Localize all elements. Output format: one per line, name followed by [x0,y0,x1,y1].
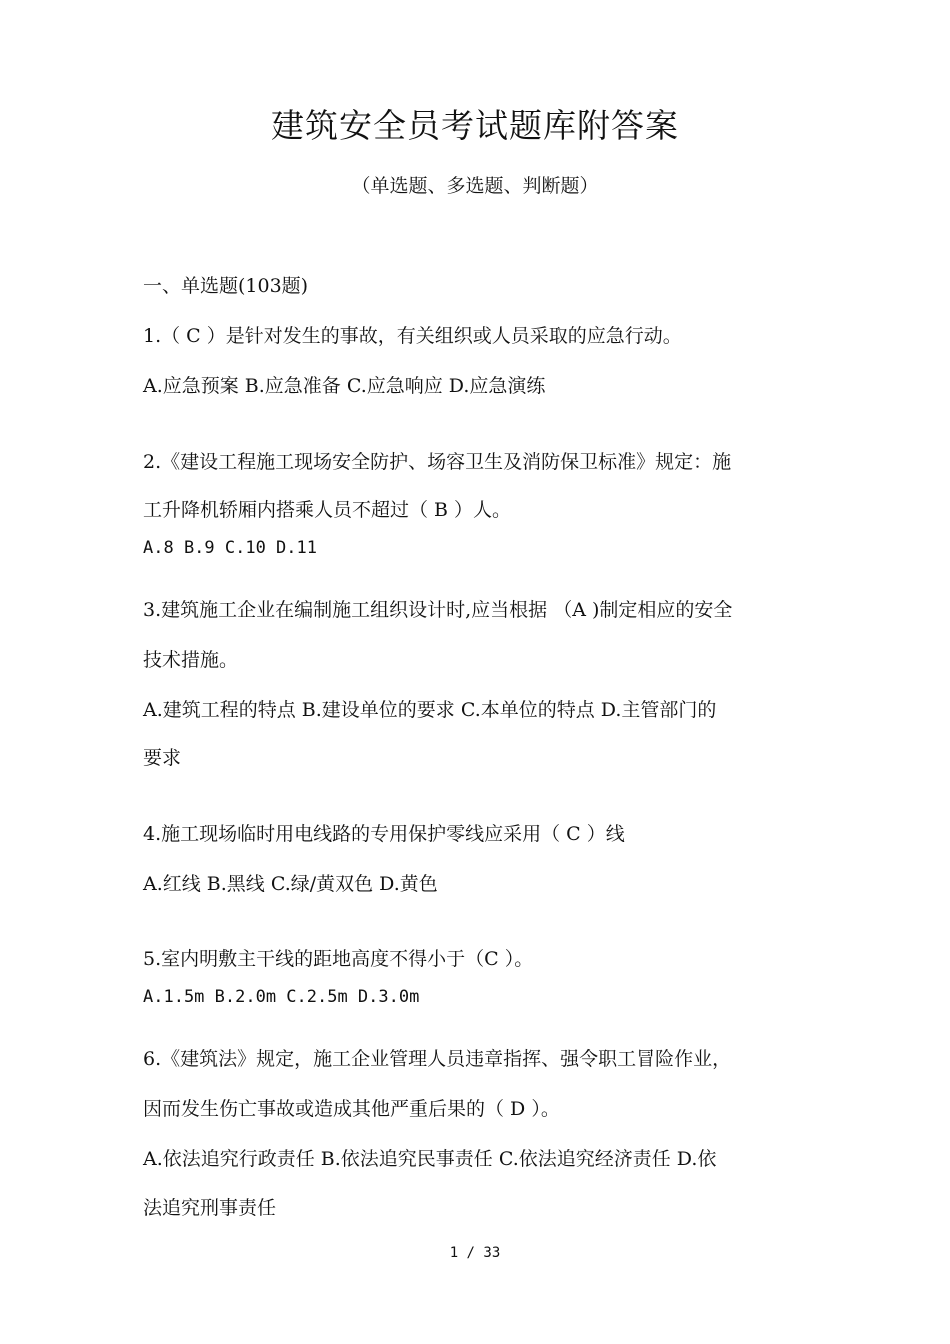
question-6-stem-line-1: 6.《建筑法》规定，施工企业管理人员违章指挥、强令职工冒险作业， [143,1048,732,1070]
question-6-stem-line-2: 因而发生伤亡事故或造成其他严重后果的（ D ）。 [143,1098,560,1120]
question-6-options-line-2: 法追究刑事责任 [143,1197,277,1219]
document-title: 建筑安全员考试题库附答案 [271,106,679,145]
question-2-stem-line-1: 2.《建设工程施工现场安全防护、场容卫生及消防保卫标准》规定：施 [143,451,732,473]
question-1-options-line-1: A.应急预案 B.应急准备 C.应急响应 D.应急演练 [143,375,546,397]
question-2-options-line-1: A.8 B.9 C.10 D.11 [143,538,317,558]
question-5-options-line-1: A.1.5m B.2.0m C.2.5m D.3.0m [143,987,420,1007]
question-3-options-line-2: 要求 [143,747,182,769]
question-1-stem-line-1: 1.（ C ）是针对发生的事故，有关组织或人员采取的应急行动。 [143,325,682,347]
question-4-options-line-1: A.红线 B.黑线 C.绿/黄双色 D.黄色 [143,873,438,895]
question-3-options-line-1: A.建筑工程的特点 B.建设单位的要求 C.本单位的特点 D.主管部门的 [143,699,717,721]
question-4-stem-line-1: 4.施工现场临时用电线路的专用保护零线应采用（ C ）线 [143,823,625,845]
question-2-stem-line-2: 工升降机轿厢内搭乘人员不超过（ B ）人。 [143,499,512,521]
page-number: 1 / 33 [449,1245,501,1261]
question-6-options-line-1: A.依法追究行政责任 B.依法追究民事责任 C.依法追究经济责任 D.依 [143,1148,717,1170]
question-3-stem-line-2: 技术措施。 [143,649,239,671]
section-heading: 一、单选题(103题) [143,275,309,297]
question-3-stem-line-1: 3.建筑施工企业在编制施工组织设计时,应当根据 （A )制定相应的安全 [143,599,733,621]
question-5-stem-line-1: 5.室内明敷主干线的距地高度不得小于（C ）。 [143,948,534,970]
document-subtitle: （单选题、多选题、判断题） [351,175,599,197]
